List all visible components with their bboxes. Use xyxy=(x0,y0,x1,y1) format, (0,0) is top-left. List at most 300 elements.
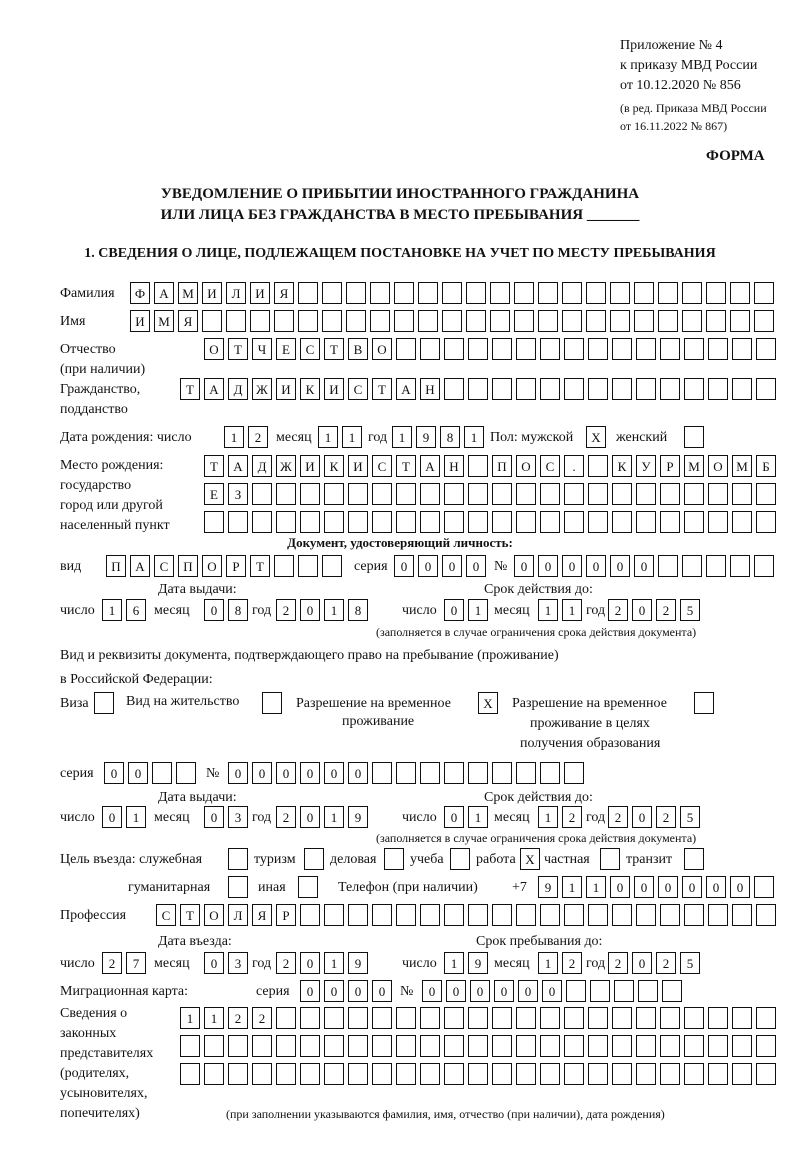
char-cell[interactable] xyxy=(706,282,726,304)
char-cell[interactable]: 3 xyxy=(228,952,248,974)
char-cell[interactable] xyxy=(586,310,606,332)
stay-year[interactable] xyxy=(608,952,700,974)
char-cell[interactable] xyxy=(588,1063,608,1085)
char-cell[interactable] xyxy=(444,378,464,400)
char-cell[interactable] xyxy=(564,511,584,533)
char-cell[interactable] xyxy=(298,310,318,332)
char-cell[interactable]: 9 xyxy=(538,876,558,898)
char-cell[interactable] xyxy=(564,338,584,360)
char-cell[interactable] xyxy=(612,511,632,533)
char-cell[interactable] xyxy=(732,1007,752,1029)
char-cell[interactable] xyxy=(730,310,750,332)
purpose-other-checkbox[interactable] xyxy=(298,876,318,898)
char-cell[interactable] xyxy=(732,378,752,400)
char-cell[interactable] xyxy=(516,904,536,926)
char-cell[interactable]: И xyxy=(348,455,368,477)
char-cell[interactable]: 0 xyxy=(324,980,344,1002)
char-cell[interactable] xyxy=(684,1007,704,1029)
char-cell[interactable] xyxy=(324,904,344,926)
char-cell[interactable] xyxy=(684,1063,704,1085)
id-valid-month[interactable] xyxy=(538,599,582,621)
char-cell[interactable] xyxy=(694,692,714,714)
char-cell[interactable]: 0 xyxy=(394,555,414,577)
char-cell[interactable] xyxy=(444,511,464,533)
birthplace-field-1[interactable] xyxy=(204,455,776,477)
char-cell[interactable]: 0 xyxy=(204,806,224,828)
id-number-field[interactable] xyxy=(514,555,774,577)
char-cell[interactable]: X xyxy=(478,692,498,714)
char-cell[interactable]: 0 xyxy=(228,762,248,784)
char-cell[interactable] xyxy=(732,1063,752,1085)
char-cell[interactable]: М xyxy=(178,282,198,304)
id-kind-field[interactable] xyxy=(106,555,342,577)
char-cell[interactable] xyxy=(468,904,488,926)
purpose-business-checkbox[interactable] xyxy=(384,848,404,870)
char-cell[interactable] xyxy=(516,511,536,533)
char-cell[interactable]: 2 xyxy=(608,952,628,974)
char-cell[interactable]: 2 xyxy=(276,952,296,974)
char-cell[interactable]: О xyxy=(516,455,536,477)
char-cell[interactable] xyxy=(588,455,608,477)
char-cell[interactable] xyxy=(226,310,246,332)
stay-valid-day[interactable] xyxy=(444,806,488,828)
char-cell[interactable] xyxy=(396,762,416,784)
purpose-transit-checkbox[interactable] xyxy=(684,848,704,870)
char-cell[interactable] xyxy=(756,904,776,926)
char-cell[interactable] xyxy=(684,1035,704,1057)
char-cell[interactable] xyxy=(540,378,560,400)
char-cell[interactable] xyxy=(348,1063,368,1085)
surname-field[interactable] xyxy=(130,282,774,304)
char-cell[interactable] xyxy=(442,310,462,332)
char-cell[interactable] xyxy=(298,282,318,304)
char-cell[interactable]: Р xyxy=(226,555,246,577)
char-cell[interactable] xyxy=(262,692,282,714)
char-cell[interactable] xyxy=(396,1007,416,1029)
stay-day[interactable] xyxy=(444,952,488,974)
id-valid-year[interactable] xyxy=(608,599,700,621)
char-cell[interactable] xyxy=(636,1035,656,1057)
char-cell[interactable]: С xyxy=(540,455,560,477)
char-cell[interactable] xyxy=(516,1035,536,1057)
char-cell[interactable] xyxy=(562,282,582,304)
char-cell[interactable] xyxy=(324,1007,344,1029)
char-cell[interactable]: Д xyxy=(252,455,272,477)
char-cell[interactable] xyxy=(540,904,560,926)
char-cell[interactable]: А xyxy=(420,455,440,477)
char-cell[interactable]: П xyxy=(178,555,198,577)
char-cell[interactable]: 3 xyxy=(228,806,248,828)
char-cell[interactable]: 0 xyxy=(634,876,654,898)
char-cell[interactable]: 0 xyxy=(422,980,442,1002)
char-cell[interactable] xyxy=(636,338,656,360)
char-cell[interactable] xyxy=(450,848,470,870)
char-cell[interactable] xyxy=(682,282,702,304)
char-cell[interactable] xyxy=(370,310,390,332)
char-cell[interactable] xyxy=(756,378,776,400)
char-cell[interactable] xyxy=(588,904,608,926)
char-cell[interactable] xyxy=(516,483,536,505)
char-cell[interactable] xyxy=(708,904,728,926)
char-cell[interactable] xyxy=(394,310,414,332)
char-cell[interactable]: 0 xyxy=(470,980,490,1002)
char-cell[interactable] xyxy=(252,483,272,505)
char-cell[interactable] xyxy=(660,1007,680,1029)
char-cell[interactable]: Л xyxy=(228,904,248,926)
stay-month[interactable] xyxy=(538,952,582,974)
char-cell[interactable] xyxy=(396,1035,416,1057)
char-cell[interactable]: 0 xyxy=(610,555,630,577)
char-cell[interactable] xyxy=(300,1035,320,1057)
char-cell[interactable] xyxy=(588,378,608,400)
char-cell[interactable]: Б xyxy=(756,455,776,477)
char-cell[interactable] xyxy=(590,980,610,1002)
char-cell[interactable] xyxy=(636,1063,656,1085)
char-cell[interactable] xyxy=(612,1007,632,1029)
stay-issued-year[interactable] xyxy=(276,806,368,828)
char-cell[interactable] xyxy=(540,483,560,505)
char-cell[interactable]: М xyxy=(154,310,174,332)
char-cell[interactable] xyxy=(490,310,510,332)
char-cell[interactable]: 1 xyxy=(224,426,244,448)
char-cell[interactable]: К xyxy=(324,455,344,477)
char-cell[interactable]: 1 xyxy=(468,806,488,828)
char-cell[interactable] xyxy=(684,511,704,533)
char-cell[interactable] xyxy=(276,1035,296,1057)
char-cell[interactable]: Ф xyxy=(130,282,150,304)
char-cell[interactable] xyxy=(418,282,438,304)
char-cell[interactable]: 1 xyxy=(464,426,484,448)
char-cell[interactable] xyxy=(730,282,750,304)
char-cell[interactable]: И xyxy=(202,282,222,304)
birth-day-field[interactable] xyxy=(224,426,268,448)
char-cell[interactable] xyxy=(348,1035,368,1057)
char-cell[interactable] xyxy=(514,282,534,304)
char-cell[interactable] xyxy=(708,1035,728,1057)
char-cell[interactable]: А xyxy=(396,378,416,400)
char-cell[interactable]: X xyxy=(586,426,606,448)
char-cell[interactable] xyxy=(588,1007,608,1029)
char-cell[interactable] xyxy=(396,1063,416,1085)
char-cell[interactable] xyxy=(610,282,630,304)
char-cell[interactable]: 0 xyxy=(276,762,296,784)
char-cell[interactable]: 0 xyxy=(300,980,320,1002)
char-cell[interactable] xyxy=(420,338,440,360)
char-cell[interactable] xyxy=(444,1007,464,1029)
char-cell[interactable]: 5 xyxy=(680,599,700,621)
char-cell[interactable] xyxy=(588,483,608,505)
char-cell[interactable] xyxy=(346,310,366,332)
char-cell[interactable] xyxy=(420,904,440,926)
char-cell[interactable] xyxy=(756,338,776,360)
trp-edu-checkbox[interactable] xyxy=(694,692,714,714)
char-cell[interactable] xyxy=(586,282,606,304)
char-cell[interactable] xyxy=(708,1063,728,1085)
char-cell[interactable] xyxy=(564,1007,584,1029)
char-cell[interactable] xyxy=(684,426,704,448)
patronymic-field[interactable] xyxy=(204,338,776,360)
char-cell[interactable] xyxy=(636,483,656,505)
char-cell[interactable] xyxy=(204,511,224,533)
char-cell[interactable] xyxy=(468,1035,488,1057)
char-cell[interactable] xyxy=(300,1007,320,1029)
char-cell[interactable]: П xyxy=(106,555,126,577)
char-cell[interactable]: 1 xyxy=(468,599,488,621)
char-cell[interactable]: 0 xyxy=(706,876,726,898)
purpose-private-checkbox[interactable] xyxy=(600,848,620,870)
char-cell[interactable] xyxy=(274,310,294,332)
char-cell[interactable] xyxy=(492,511,512,533)
char-cell[interactable]: 8 xyxy=(348,599,368,621)
char-cell[interactable] xyxy=(202,310,222,332)
char-cell[interactable] xyxy=(228,511,248,533)
char-cell[interactable] xyxy=(228,1035,248,1057)
char-cell[interactable]: 1 xyxy=(392,426,412,448)
char-cell[interactable] xyxy=(708,338,728,360)
char-cell[interactable] xyxy=(660,483,680,505)
char-cell[interactable]: С xyxy=(154,555,174,577)
char-cell[interactable] xyxy=(756,511,776,533)
char-cell[interactable]: П xyxy=(492,455,512,477)
char-cell[interactable] xyxy=(516,338,536,360)
representatives-field-3[interactable] xyxy=(180,1063,776,1085)
char-cell[interactable]: 9 xyxy=(348,952,368,974)
char-cell[interactable]: 1 xyxy=(342,426,362,448)
char-cell[interactable] xyxy=(228,876,248,898)
char-cell[interactable]: 2 xyxy=(276,599,296,621)
char-cell[interactable]: 0 xyxy=(562,555,582,577)
char-cell[interactable] xyxy=(468,338,488,360)
char-cell[interactable] xyxy=(538,282,558,304)
char-cell[interactable]: 2 xyxy=(608,806,628,828)
char-cell[interactable] xyxy=(252,511,272,533)
char-cell[interactable]: К xyxy=(612,455,632,477)
char-cell[interactable]: Т xyxy=(396,455,416,477)
char-cell[interactable] xyxy=(298,876,318,898)
char-cell[interactable] xyxy=(612,378,632,400)
char-cell[interactable]: 8 xyxy=(228,599,248,621)
char-cell[interactable] xyxy=(636,511,656,533)
char-cell[interactable] xyxy=(684,483,704,505)
char-cell[interactable] xyxy=(658,282,678,304)
char-cell[interactable]: И xyxy=(324,378,344,400)
trp-checkbox[interactable] xyxy=(478,692,498,714)
birth-month-field[interactable] xyxy=(318,426,362,448)
char-cell[interactable] xyxy=(94,692,114,714)
char-cell[interactable]: 7 xyxy=(126,952,146,974)
char-cell[interactable] xyxy=(204,1035,224,1057)
char-cell[interactable] xyxy=(396,904,416,926)
char-cell[interactable] xyxy=(384,848,404,870)
char-cell[interactable] xyxy=(612,483,632,505)
char-cell[interactable]: 2 xyxy=(248,426,268,448)
char-cell[interactable]: 0 xyxy=(104,762,124,784)
char-cell[interactable] xyxy=(468,1063,488,1085)
char-cell[interactable]: Е xyxy=(204,483,224,505)
char-cell[interactable] xyxy=(516,378,536,400)
char-cell[interactable] xyxy=(468,378,488,400)
char-cell[interactable] xyxy=(588,511,608,533)
migration-series-field[interactable] xyxy=(300,980,392,1002)
char-cell[interactable]: К xyxy=(300,378,320,400)
char-cell[interactable] xyxy=(304,848,324,870)
char-cell[interactable]: 0 xyxy=(518,980,538,1002)
char-cell[interactable] xyxy=(228,1063,248,1085)
char-cell[interactable]: И xyxy=(130,310,150,332)
char-cell[interactable] xyxy=(658,555,678,577)
char-cell[interactable]: 0 xyxy=(446,980,466,1002)
char-cell[interactable]: 0 xyxy=(586,555,606,577)
char-cell[interactable] xyxy=(756,483,776,505)
char-cell[interactable] xyxy=(660,338,680,360)
stay-number-field[interactable] xyxy=(228,762,584,784)
char-cell[interactable]: 0 xyxy=(128,762,148,784)
char-cell[interactable] xyxy=(372,483,392,505)
char-cell[interactable]: Р xyxy=(660,455,680,477)
char-cell[interactable]: X xyxy=(520,848,540,870)
char-cell[interactable]: 1 xyxy=(586,876,606,898)
char-cell[interactable] xyxy=(540,511,560,533)
char-cell[interactable]: 2 xyxy=(228,1007,248,1029)
char-cell[interactable]: 0 xyxy=(514,555,534,577)
char-cell[interactable]: 0 xyxy=(658,876,678,898)
char-cell[interactable]: Д xyxy=(228,378,248,400)
char-cell[interactable] xyxy=(600,848,620,870)
char-cell[interactable] xyxy=(588,1035,608,1057)
char-cell[interactable]: 9 xyxy=(416,426,436,448)
char-cell[interactable]: 1 xyxy=(562,876,582,898)
char-cell[interactable]: Н xyxy=(420,378,440,400)
char-cell[interactable] xyxy=(634,310,654,332)
profession-field[interactable] xyxy=(156,904,776,926)
char-cell[interactable]: Т xyxy=(228,338,248,360)
residence-checkbox[interactable] xyxy=(262,692,282,714)
char-cell[interactable]: 1 xyxy=(126,806,146,828)
char-cell[interactable]: 2 xyxy=(656,599,676,621)
char-cell[interactable] xyxy=(396,511,416,533)
representatives-field-2[interactable] xyxy=(180,1035,776,1057)
char-cell[interactable]: 0 xyxy=(300,762,320,784)
char-cell[interactable] xyxy=(612,1063,632,1085)
char-cell[interactable] xyxy=(682,555,702,577)
char-cell[interactable] xyxy=(732,338,752,360)
char-cell[interactable] xyxy=(660,1063,680,1085)
char-cell[interactable]: Я xyxy=(178,310,198,332)
char-cell[interactable]: А xyxy=(130,555,150,577)
char-cell[interactable] xyxy=(298,555,318,577)
char-cell[interactable] xyxy=(468,455,488,477)
char-cell[interactable]: 5 xyxy=(680,952,700,974)
citizenship-field[interactable] xyxy=(180,378,776,400)
char-cell[interactable] xyxy=(274,555,294,577)
char-cell[interactable]: И xyxy=(250,282,270,304)
stay-issued-month[interactable] xyxy=(204,806,248,828)
char-cell[interactable] xyxy=(492,904,512,926)
char-cell[interactable] xyxy=(516,1007,536,1029)
char-cell[interactable]: 0 xyxy=(632,806,652,828)
char-cell[interactable] xyxy=(420,511,440,533)
char-cell[interactable]: 0 xyxy=(682,876,702,898)
char-cell[interactable]: 0 xyxy=(102,806,122,828)
char-cell[interactable] xyxy=(564,1035,584,1057)
char-cell[interactable]: 2 xyxy=(276,806,296,828)
id-series-field[interactable] xyxy=(394,555,486,577)
char-cell[interactable] xyxy=(708,483,728,505)
char-cell[interactable] xyxy=(754,310,774,332)
char-cell[interactable] xyxy=(468,762,488,784)
char-cell[interactable] xyxy=(708,1007,728,1029)
char-cell[interactable]: 0 xyxy=(444,599,464,621)
char-cell[interactable]: И xyxy=(300,455,320,477)
char-cell[interactable] xyxy=(754,282,774,304)
char-cell[interactable]: Т xyxy=(324,338,344,360)
char-cell[interactable]: З xyxy=(228,483,248,505)
char-cell[interactable]: 1 xyxy=(204,1007,224,1029)
char-cell[interactable]: 9 xyxy=(468,952,488,974)
char-cell[interactable]: 0 xyxy=(610,876,630,898)
stay-valid-month[interactable] xyxy=(538,806,582,828)
char-cell[interactable] xyxy=(756,1007,776,1029)
char-cell[interactable] xyxy=(300,511,320,533)
char-cell[interactable] xyxy=(466,282,486,304)
char-cell[interactable] xyxy=(370,282,390,304)
char-cell[interactable]: Т xyxy=(180,904,200,926)
char-cell[interactable]: М xyxy=(732,455,752,477)
char-cell[interactable] xyxy=(322,555,342,577)
char-cell[interactable] xyxy=(540,1063,560,1085)
char-cell[interactable]: И xyxy=(276,378,296,400)
char-cell[interactable]: 0 xyxy=(252,762,272,784)
char-cell[interactable] xyxy=(732,483,752,505)
char-cell[interactable] xyxy=(662,980,682,1002)
char-cell[interactable]: 0 xyxy=(324,762,344,784)
char-cell[interactable]: Я xyxy=(252,904,272,926)
char-cell[interactable] xyxy=(732,511,752,533)
char-cell[interactable]: Т xyxy=(250,555,270,577)
char-cell[interactable] xyxy=(348,511,368,533)
char-cell[interactable] xyxy=(372,762,392,784)
char-cell[interactable]: 0 xyxy=(418,555,438,577)
char-cell[interactable] xyxy=(612,1035,632,1057)
purpose-tourism-checkbox[interactable] xyxy=(304,848,324,870)
char-cell[interactable] xyxy=(732,904,752,926)
char-cell[interactable]: С xyxy=(156,904,176,926)
purpose-official-checkbox[interactable] xyxy=(228,848,248,870)
stay-issued-day[interactable] xyxy=(102,806,146,828)
char-cell[interactable] xyxy=(372,1035,392,1057)
char-cell[interactable]: 0 xyxy=(632,599,652,621)
char-cell[interactable]: 2 xyxy=(252,1007,272,1029)
char-cell[interactable]: Т xyxy=(372,378,392,400)
char-cell[interactable] xyxy=(732,1035,752,1057)
char-cell[interactable]: 0 xyxy=(300,599,320,621)
char-cell[interactable] xyxy=(490,282,510,304)
char-cell[interactable] xyxy=(514,310,534,332)
char-cell[interactable] xyxy=(612,904,632,926)
char-cell[interactable]: Е xyxy=(276,338,296,360)
char-cell[interactable]: С xyxy=(372,455,392,477)
char-cell[interactable] xyxy=(276,1007,296,1029)
char-cell[interactable]: 0 xyxy=(730,876,750,898)
char-cell[interactable]: 0 xyxy=(466,555,486,577)
char-cell[interactable]: 2 xyxy=(656,806,676,828)
char-cell[interactable] xyxy=(396,483,416,505)
char-cell[interactable]: 1 xyxy=(324,952,344,974)
char-cell[interactable] xyxy=(538,310,558,332)
char-cell[interactable]: 1 xyxy=(444,952,464,974)
char-cell[interactable]: 5 xyxy=(680,806,700,828)
char-cell[interactable] xyxy=(610,310,630,332)
